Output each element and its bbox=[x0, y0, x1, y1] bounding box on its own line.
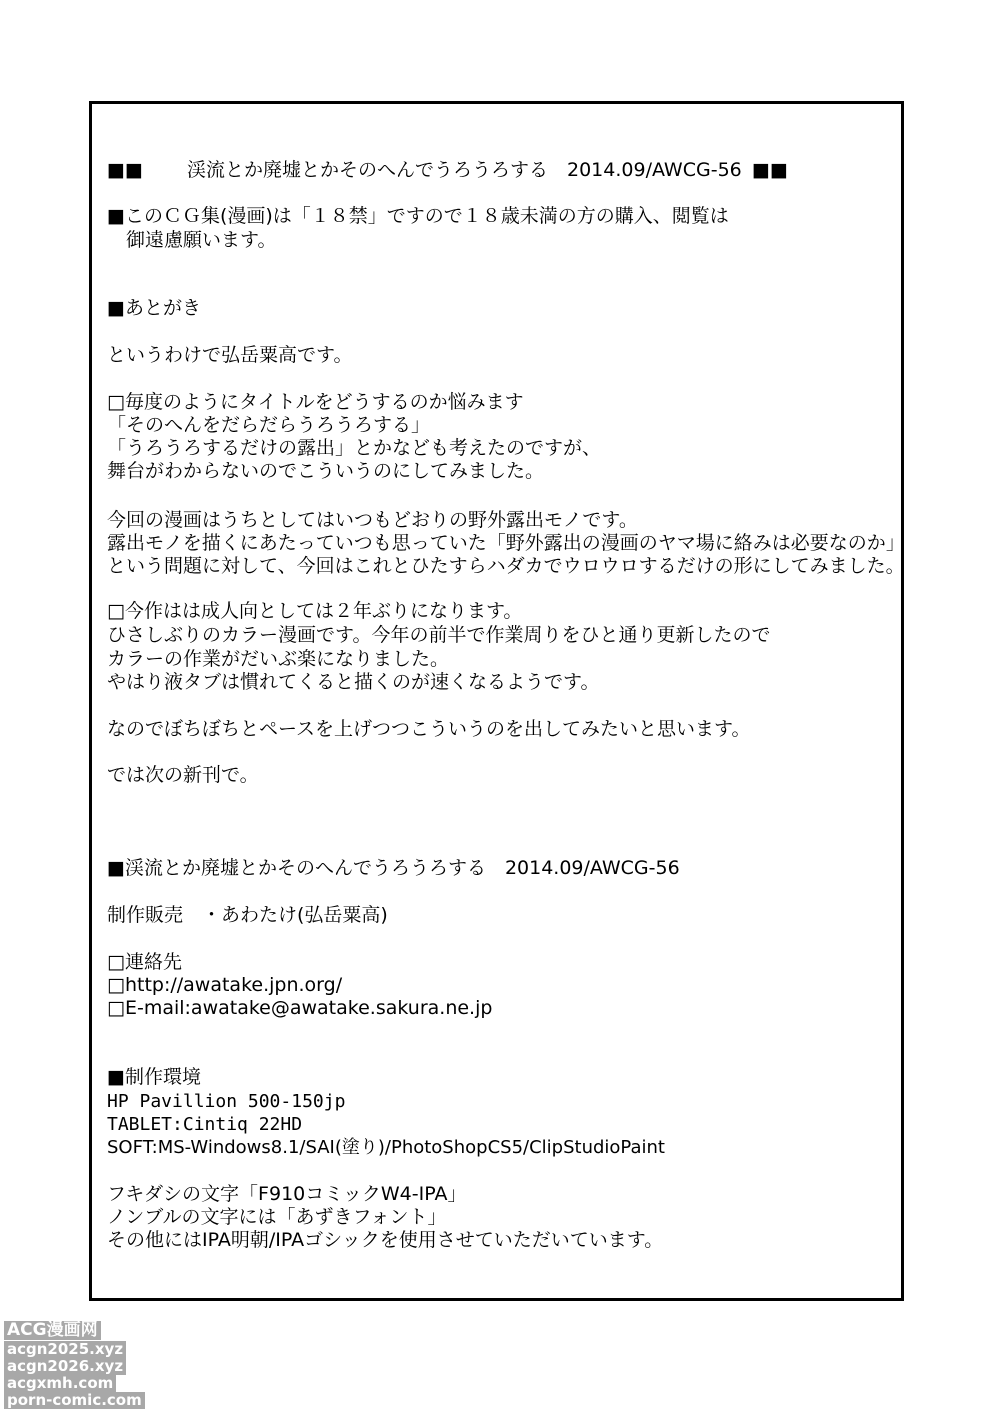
afterword-p1-line: 「うろうろするだけの露出」とかなども考えたのですが、 bbox=[107, 437, 602, 459]
notice-line-2: 御遠慮願います。 bbox=[107, 229, 277, 251]
watermark-line: ACG漫画网 bbox=[4, 1321, 101, 1340]
afterword-p1-line: 舞台がわからないのでこういうのにしてみました。 bbox=[107, 460, 545, 482]
afterword-p3-line: □今作はは成人向としては２年ぶりになります。 bbox=[107, 600, 523, 622]
fonts-line: その他にはIPA明朝/IPAゴシックを使用させていただいています。 bbox=[107, 1229, 664, 1251]
watermark-line: acgn2025.xyz bbox=[4, 1341, 126, 1358]
fonts-line: フキダシの文字「F910コミックW4-IPA」 bbox=[107, 1183, 467, 1205]
afterword-p3-line: やはり液タブは慣れてくると描くのが速くなるようです。 bbox=[107, 671, 600, 693]
colophon-title: ■渓流とか廃墟とかそのへんでうろうろする 2014.09/AWCG-56 bbox=[107, 857, 680, 879]
colophon-producer: 制作販売 ・あわたけ(弘岳粟高) bbox=[107, 904, 388, 926]
afterword-heading: ■あとがき bbox=[107, 297, 201, 319]
fonts-line: ノンブルの文字には「あずきフォント」 bbox=[107, 1206, 447, 1228]
afterword-p3-line: カラーの作業がだいぶ楽になりました。 bbox=[107, 648, 450, 670]
afterword-p2-line: という問題に対して、今回はこれとひたすらハダカでウロウロするだけの形にしてみました。 bbox=[107, 555, 905, 577]
contact-url: □http://awatake.jpn.org/ bbox=[107, 974, 343, 996]
afterword-p2-line: 今回の漫画はうちとしてはいつもどおりの野外露出モノです。 bbox=[107, 509, 638, 531]
header-mark-left: ■■ bbox=[107, 159, 143, 181]
afterword-intro: というわけで弘岳粟高です。 bbox=[107, 344, 353, 366]
afterword-p3-line: ひさしぶりのカラー漫画です。今年の前半で作業周りをひと通り更新したので bbox=[107, 624, 771, 646]
environment-soft: SOFT:MS-Windows8.1/SAI(塗り)/PhotoShopCS5/ClipStudioPaint bbox=[107, 1137, 665, 1158]
header-mark-right: ■■ bbox=[752, 159, 788, 181]
afterword-p2-line: 露出モノを描くにあたっていつも思っていた「野外露出の漫画のヤマ場に絡みは必要なのか」 bbox=[107, 532, 905, 554]
afterword-p4: なのでぼちぼちとペースを上げつつこういうのを出してみたいと思います。 bbox=[107, 718, 751, 740]
environment-heading: ■制作環境 bbox=[107, 1066, 201, 1088]
afterword-p5: では次の新刊で。 bbox=[107, 764, 259, 786]
watermark-line: porn-comic.com bbox=[4, 1392, 145, 1409]
environment-hp: HP Pavillion 500-150jp bbox=[107, 1091, 346, 1112]
watermark-line: acgxmh.com bbox=[4, 1375, 116, 1392]
contact-email: □E-mail:awatake@awatake.sakura.ne.jp bbox=[107, 997, 493, 1019]
notice-line-1: ■このＣＧ集(漫画)は「１８禁」ですので１８歳未満の方の購入、閲覧は bbox=[107, 205, 729, 227]
afterword-p1-line: 「そのへんをだらだらうろうろする」 bbox=[107, 414, 431, 436]
environment-tablet: TABLET:Cintiq 22HD bbox=[107, 1114, 303, 1135]
watermark-line: acgn2026.xyz bbox=[4, 1358, 126, 1375]
contact-heading: □連絡先 bbox=[107, 951, 182, 973]
header-title: 渓流とか廃墟とかそのへんでうろうろする 2014.09/AWCG-56 bbox=[187, 159, 742, 181]
afterword-p1-line: □毎度のようにタイトルをどうするのか悩みます bbox=[107, 391, 524, 413]
